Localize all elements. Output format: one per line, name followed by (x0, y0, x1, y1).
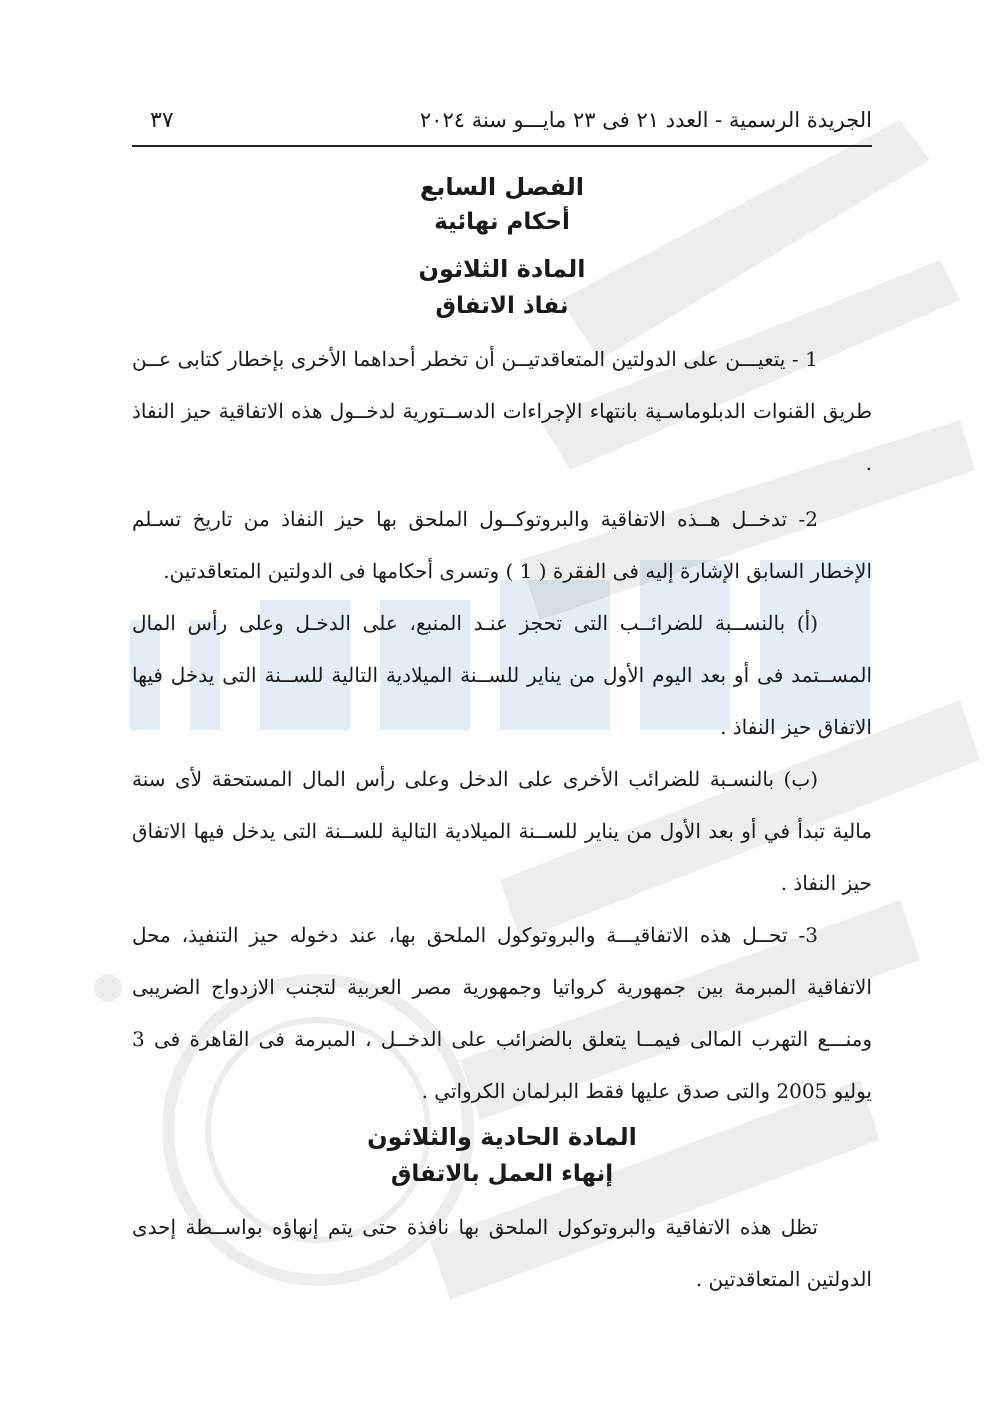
article-31-title: المادة الحادية والثلاثون (367, 1123, 637, 1151)
article-31-paragraph-1: تظل هذه الاتفاقية والبروتوكول الملحق بها نافذة حتى يتم إنهاؤه بواســطة إحدى الدولتين المتعاقدتين . (132, 1215, 872, 1291)
page-number: ٣٧ (150, 108, 174, 133)
article-30-paragraph-1: 1 - يتعيـــن على الدولتين المتعاقدتيــن أن تخطر أحداهما الأخرى بإخطار كتابى عــن طريق القنوات الدبلوماسـية بانتهاء الإجراءات الدســتورية لدخــول هذه الاتفاقية حيز النفاذ . (132, 347, 872, 475)
document-page (132, 108, 872, 1305)
gazette-title: الجريدة الرسمية - العدد ٢١ فى ٢٣ مايـــو سنة ٢٠٢٤ (419, 108, 872, 132)
article-30-paragraph-2: 2- تدخــل هــذه الاتفاقية والبروتوكــول الملحق بها حيز النفاذ من تاريخ تسـلم الإخطار السابق الإشارة إليه فى الفقرة ( 1 ) وتسرى أحكامها فى الدولتين المتعاقدتين. (132, 507, 872, 583)
chapter-title: الفصل السابع (419, 173, 584, 201)
chapter-subtitle: أحكام نهائية (434, 209, 570, 235)
article-30-paragraph-3: 3- تحــل هذه الاتفاقيـــة والبروتوكول الملحق بها، عند دخوله حيز التنفيذ، محل الاتفاقية المبرمة بين جمهورية كرواتيا وجمهورية مصر العربية لتجنب الازدواج الضريبى ومنـــع التهرب المالى فيمــا يتعلق بالضرائب على الدخــل ، المبرمة فى القاهرة فى 3 يوليو 2005 والتى صدق عليها فقط البرلمان الكرواتي . (132, 923, 872, 1103)
article-30-subtitle: نفاذ الاتفاق (435, 293, 569, 319)
page-header (132, 108, 872, 147)
article-31-subtitle: إنهاء العمل بالاتفاق (390, 1161, 614, 1187)
article-30-paragraph-2a: (أ) بالنســبة للضرائــب التى تحجز عنـد المنبع، على الدخـل وعلى رأس المال المســتمد فى أو بعد اليوم الأول من يناير للســنة الميلادية التالية للســنة التى يدخل فيها الاتفاق حيز النفاذ . (132, 611, 872, 739)
article-30-title: المادة الثلاثون (418, 255, 586, 283)
article-30-paragraph-2b: (ب) بالنسـبة للضرائب الأخرى على الدخل وعلى رأس المال المستحقة لأى سنة مالية تبدأ في أو بعد الأول من يناير للســنة الميلادية التالية للســنة التى يدخل فيها الاتفاق حيز النفاذ . (132, 767, 872, 895)
